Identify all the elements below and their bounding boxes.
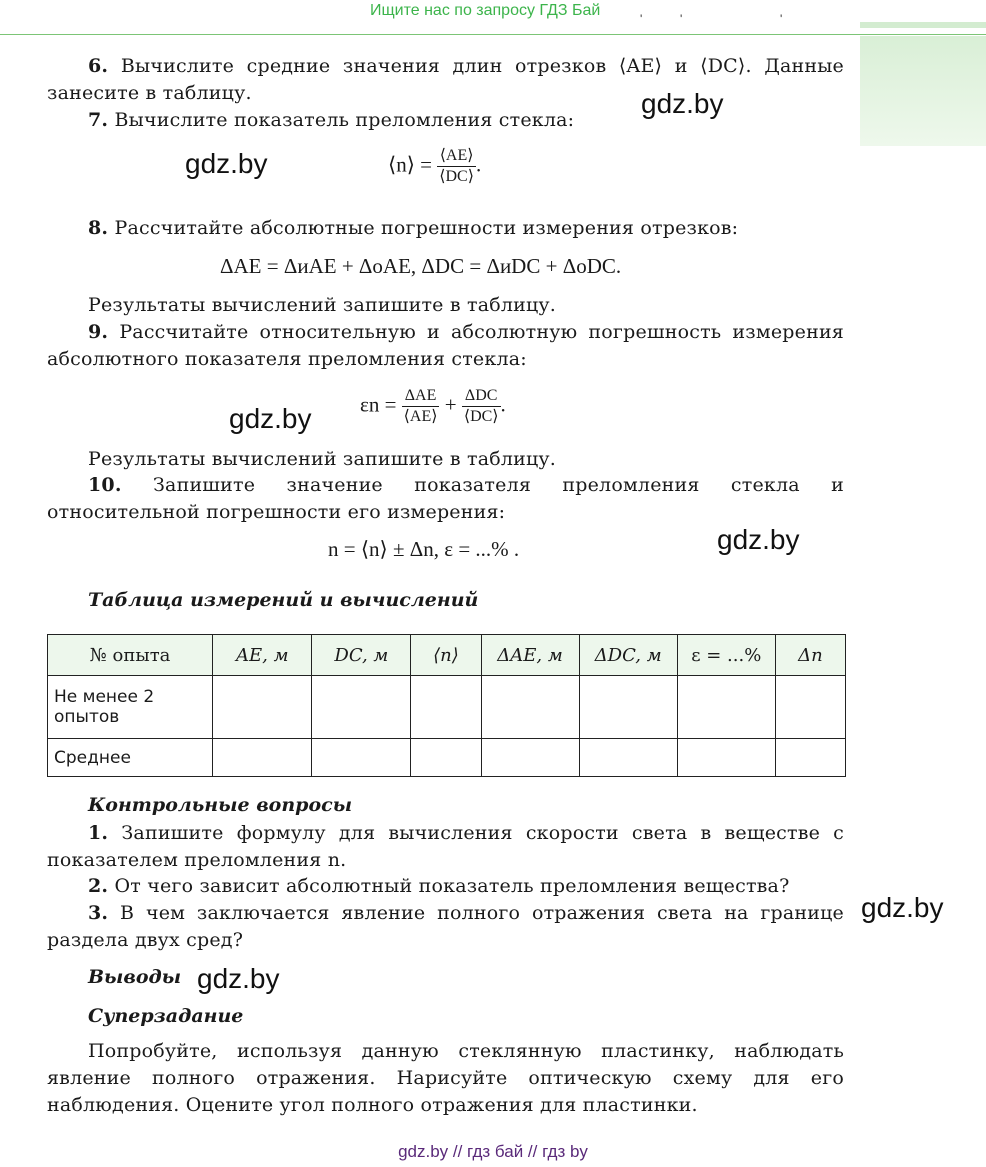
col-header: ε = ...% <box>677 635 775 676</box>
step-6: 6. Вычислите средние значения длин отрезков ⟨AE⟩ и ⟨DC⟩. Данные занесите в таблицу. <box>47 55 844 104</box>
formula-eps: εn = $\frac{\text{ΔAE}}{⟨AE⟩}$ + $\frac{\text{ΔDC}}{⟨DC⟩}$ . <box>360 387 506 425</box>
col-header: ⟨n⟩ <box>411 635 481 676</box>
col-header: № опыта <box>48 635 213 676</box>
dot-mark: ' <box>780 12 783 26</box>
watermark: gdz.by <box>861 892 944 923</box>
fraction: $\frac{⟨AE⟩}{⟨DC⟩}$ <box>439 147 474 185</box>
row-label: Не менее 2 опытов <box>48 676 213 739</box>
question-2: 2. От чего зависит абсолютный показатель преломления вещества? <box>88 875 790 897</box>
question-3: 3. В чем заключается явление полного отражения света на границе раздела двух сред? <box>47 902 844 951</box>
col-header: ΔAE, м <box>481 635 579 676</box>
watermark: gdz.by <box>197 963 280 994</box>
watermark: gdz.by <box>641 88 724 119</box>
side-stripe <box>860 22 986 28</box>
supertask-title: Суперзадание <box>88 1005 244 1027</box>
col-header: DC, м <box>312 635 411 676</box>
step-8: 8. Рассчитайте абсолютные погрешности измерения отрезков: <box>88 217 739 239</box>
supertask-text: Попробуйте, используя данную стеклянную пластинку, наблюдать явление полного отражения. Нарисуйте оптическую схему для его наблюдения. Оцените угол полного отражения для пластинки. <box>47 1040 844 1116</box>
row-label: Среднее <box>48 739 213 777</box>
formula-result: n = ⟨n⟩ ± Δn, ε = ...% . <box>328 537 520 561</box>
conclusions-title: Выводы <box>88 966 182 988</box>
table-row <box>48 739 846 777</box>
control-title: Контрольные вопросы <box>88 794 353 816</box>
table-row <box>48 676 846 739</box>
footer-links[interactable]: gdz.by // гдз бай // гдз by <box>398 1142 588 1161</box>
step-9: 9. Рассчитайте относительную и абсолютную погрешность измерения абсолютного показателя преломления стекла: <box>47 321 844 370</box>
watermark: gdz.by <box>229 403 312 434</box>
step-7: 7. Вычислите показатель преломления стекла: <box>88 109 575 131</box>
col-header: AE, м <box>213 635 312 676</box>
results-note-2: Результаты вычислений запишите в таблицу. <box>88 448 557 470</box>
step-10: 10. Запишите значение показателя преломления стекла и относительной погрешности его измерения: <box>47 474 844 523</box>
measurements-table <box>47 634 846 777</box>
watermark: gdz.by <box>185 148 268 179</box>
banner-divider <box>0 34 986 35</box>
watermark: gdz.by <box>717 524 800 555</box>
col-header: Δn <box>775 635 845 676</box>
dot-mark: ' <box>640 12 643 26</box>
table-header-row <box>48 635 846 676</box>
dot-mark: ' <box>680 12 683 26</box>
col-header: ΔDC, м <box>579 635 677 676</box>
formula-n: ⟨n⟩ = $\frac{⟨AE⟩}{⟨DC⟩}$ . <box>388 147 482 185</box>
results-note: Результаты вычислений запишите в таблицу. <box>88 294 557 316</box>
question-1: 1. Запишите формулу для вычисления скорости света в веществе с показателем преломления n. <box>47 822 845 871</box>
top-banner[interactable]: Ищите нас по запросу ГДЗ Бай <box>370 2 601 19</box>
table-title: Таблица измерений и вычислений <box>88 589 479 611</box>
side-decoration <box>860 36 986 146</box>
formula-delta: ΔAE = ΔиAE + ΔоAE, ΔDC = ΔиDC + ΔоDC. <box>220 254 622 278</box>
